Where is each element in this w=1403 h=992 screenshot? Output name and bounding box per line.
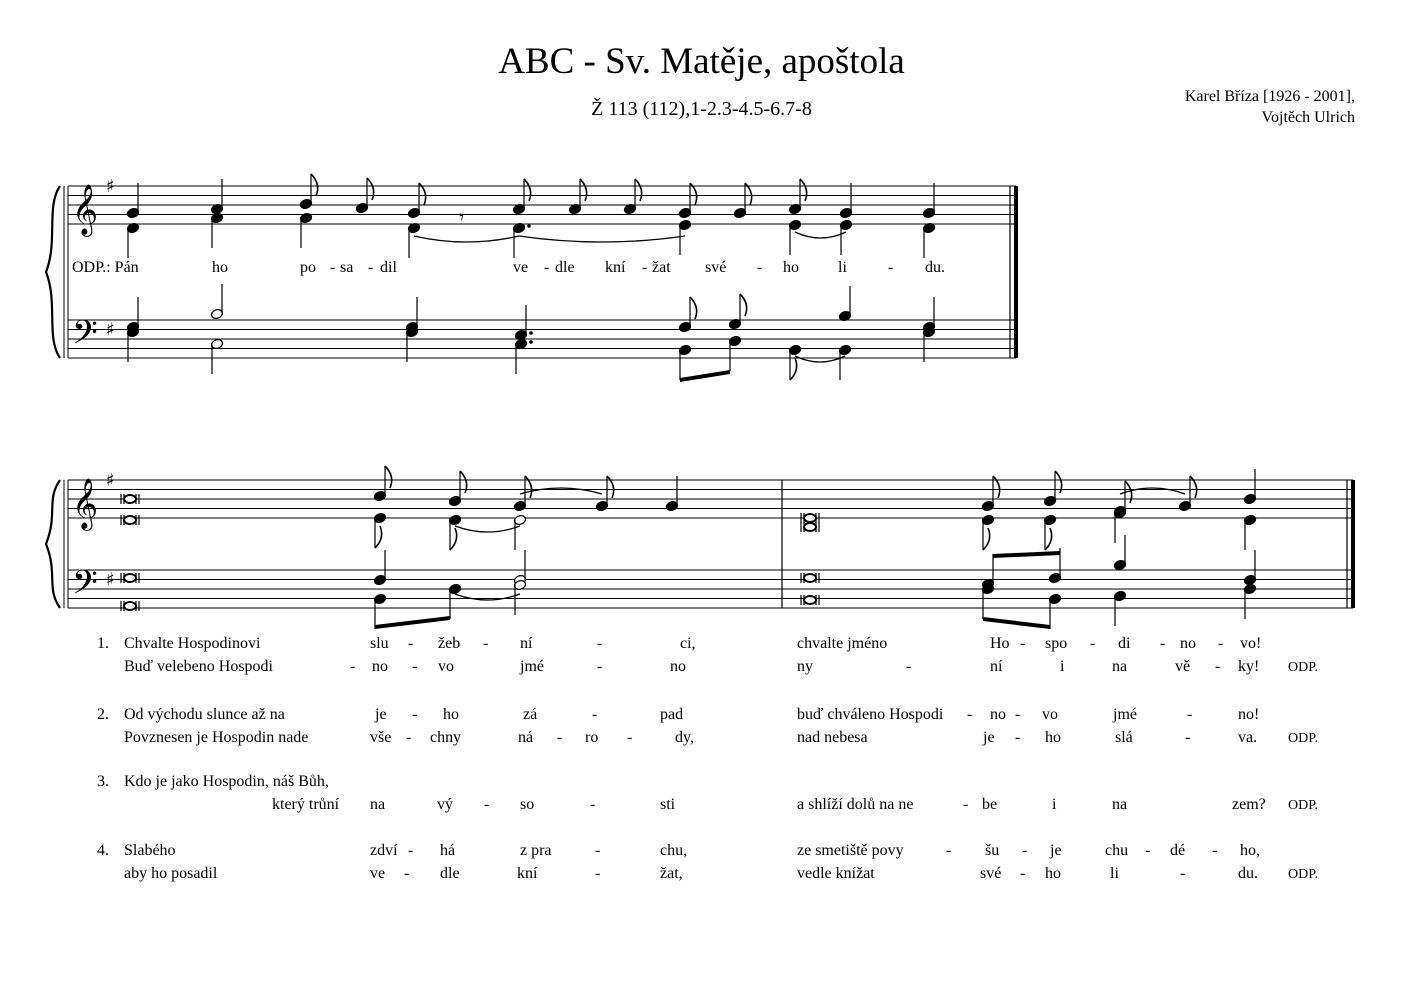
verse-syllable: -	[406, 729, 412, 746]
verse-syllable: -	[1020, 865, 1026, 882]
verse-syllable: na	[370, 796, 386, 813]
beam	[993, 551, 1060, 558]
verse-syllable: vo!	[1240, 635, 1262, 652]
verse-syllable: Povznesen je Hospodin nade	[124, 729, 309, 746]
verse-syllable: -	[404, 865, 410, 882]
verse-syllable: ho,	[1240, 842, 1260, 859]
clefs	[72, 176, 115, 610]
verse-syllable: Slabého	[124, 842, 176, 859]
verse-syllable: i	[1060, 658, 1065, 675]
verse-syllable: -	[1022, 842, 1028, 859]
note-flag	[607, 476, 614, 498]
verse-syllable: ho	[443, 706, 459, 723]
verse-syllable: vo	[438, 658, 454, 675]
verse-syllable: -	[1212, 842, 1218, 859]
verse-syllable: ro	[585, 729, 599, 746]
note-flag	[983, 528, 990, 550]
note-flag	[311, 174, 318, 196]
breve-head	[124, 602, 136, 610]
note-dot	[529, 331, 533, 335]
verse-syllable: va.	[1238, 729, 1258, 746]
response-marker: ODP.	[1288, 660, 1318, 675]
arranger-line: Vojtěch Ulrich	[1261, 109, 1355, 126]
response-syllable: -	[757, 259, 763, 276]
breve-head	[804, 514, 816, 522]
beam	[680, 370, 730, 382]
verse-syllable: kní	[517, 865, 538, 882]
response-syllable: -	[368, 259, 374, 276]
verse-syllable: no	[670, 658, 686, 675]
verse-syllable: z pra	[520, 842, 552, 859]
verse-syllable: -	[408, 635, 414, 652]
verse-syllable: nad nebesa	[797, 729, 868, 746]
verse-syllable: -	[597, 635, 603, 652]
verse-syllable: zdví	[370, 842, 398, 859]
response-syllable: žat	[652, 259, 671, 276]
verse-syllable: žat,	[660, 865, 683, 882]
verse-syllable: so	[520, 796, 535, 813]
verse-syllable: -	[1015, 706, 1021, 723]
response-syllable: li	[838, 259, 847, 276]
response-marker: ODP.	[1288, 867, 1318, 882]
tie	[795, 232, 846, 238]
verse-syllable: -	[627, 729, 633, 746]
response-syllable: ODP.: Pán	[72, 259, 139, 276]
verse-syllable: Ho	[990, 635, 1010, 652]
verse-syllable: -	[483, 635, 489, 652]
note-flag	[993, 476, 1000, 498]
verse-syllable: jmé	[1113, 706, 1137, 723]
verse-syllable: -	[408, 842, 414, 859]
verse-syllable: ze smetiště povy	[797, 842, 904, 859]
response-syllable: du.	[925, 259, 945, 276]
verse-syllable: Buď velebeno Hospodi	[124, 658, 273, 675]
verse-syllable: aby ho posadil	[124, 865, 218, 882]
note-flag	[367, 178, 374, 200]
verse-syllable: -	[484, 796, 490, 813]
verse-syllable: -	[1020, 635, 1026, 652]
note-flag	[790, 358, 797, 380]
note-dot	[527, 224, 531, 228]
response-syllable: -	[642, 259, 648, 276]
verse-syllable: -	[963, 796, 969, 813]
sharp-icon: ♯	[106, 470, 115, 491]
verse-syllable: -	[946, 842, 952, 859]
verse-syllable: -	[1185, 729, 1191, 746]
response-syllable: ho	[783, 259, 799, 276]
verse-syllable: sti	[660, 796, 676, 813]
verse-syllable: slu	[370, 635, 389, 652]
sharp-icon: ♯	[106, 176, 115, 197]
verse-syllable: ny	[797, 658, 813, 675]
note-flag	[375, 526, 382, 548]
verse-syllable: -	[1145, 842, 1151, 859]
response-lyrics	[72, 259, 945, 276]
verse-syllable: no	[372, 658, 388, 675]
sharp-icon: ♯	[106, 319, 115, 341]
verse-syllable: -	[595, 842, 601, 859]
verse-syllable: chu,	[660, 842, 688, 859]
verse-syllable: -	[557, 729, 563, 746]
verse-syllable: -	[1090, 635, 1096, 652]
breve-head	[804, 596, 816, 604]
verse-syllable: ní	[990, 658, 1003, 675]
breve-head	[124, 516, 136, 524]
verse-syllable: Od východu slunce až na	[124, 706, 285, 723]
verse-syllable: há	[440, 842, 456, 859]
verse-syllable: je	[375, 706, 387, 723]
verse-syllable: ve	[370, 865, 386, 882]
verse-syllable: -	[1160, 635, 1166, 652]
verse-syllable: -	[1218, 635, 1224, 652]
response-syllable: kní	[605, 259, 626, 276]
brace-icon	[46, 480, 60, 608]
verse-syllable: di	[1118, 635, 1131, 652]
verse-syllable: ní	[520, 635, 533, 652]
note-flag	[524, 179, 531, 201]
note-flag	[800, 179, 807, 201]
notes	[121, 174, 1257, 629]
verse-syllable: ho	[1045, 729, 1061, 746]
response-syllable: -	[330, 259, 336, 276]
verse-syllable: který trůní	[272, 796, 340, 813]
verse-syllable: své	[980, 865, 1002, 882]
verse-syllable: je	[983, 729, 995, 746]
verse-syllable: no	[990, 706, 1006, 723]
verse-syllable: dy,	[675, 729, 694, 746]
verse-syllable: a shlíží dolů na ne	[797, 796, 914, 813]
verse-syllable: -	[595, 865, 601, 882]
verse-syllable: -	[1015, 729, 1021, 746]
verse-syllable: chu	[1105, 842, 1129, 859]
response-marker: ODP.	[1288, 798, 1318, 813]
verse-syllable: spo	[1045, 635, 1068, 652]
verse-syllable: slá	[1115, 729, 1133, 746]
response-syllable: ve	[513, 259, 529, 276]
tie	[455, 594, 520, 600]
tie	[414, 236, 519, 242]
verse-syllable: dle	[440, 865, 460, 882]
verse-syllable: -	[967, 706, 973, 723]
verse-syllable: -	[1187, 706, 1193, 723]
verse-syllable: dé	[1170, 842, 1186, 859]
beam	[983, 617, 1050, 629]
brace-icon	[46, 186, 60, 358]
note-flag	[450, 528, 457, 550]
response-syllable: po	[300, 259, 316, 276]
verse-syllable: žeb	[438, 635, 461, 652]
verse-syllable: ky!	[1238, 658, 1260, 675]
verse-number: 2.	[97, 706, 109, 723]
verse-syllable: -	[597, 658, 603, 675]
verse-syllable: je	[1050, 842, 1062, 859]
verse-syllable: Kdo je jako Hospodin, náš Bůh,	[124, 773, 329, 790]
response-syllable: dil	[380, 259, 397, 276]
verse-syllable: no!	[1238, 706, 1260, 723]
note-flag	[1190, 476, 1197, 498]
eighth-rest-icon: 𝄾	[459, 205, 465, 229]
bass-clef-icon: 𝄢	[72, 564, 98, 610]
verse-number: 1.	[97, 635, 109, 652]
verse-syllable: ci,	[680, 635, 696, 652]
verse-syllable: Chvalte Hospodinovi	[124, 635, 261, 652]
verse-syllable: ná	[518, 729, 534, 746]
sharp-icon: ♯	[106, 569, 115, 591]
treble-clef-icon: 𝄞	[72, 478, 99, 529]
verse-syllable: buď chváleno Hospodi	[797, 706, 944, 723]
verse-syllable: vše	[370, 729, 392, 746]
verse-number: 4.	[97, 842, 109, 859]
note-flag	[385, 466, 392, 488]
psalm-reference: Ž 113 (112),1-2.3-4.5-6.7-8	[591, 98, 812, 120]
verse-syllable: -	[412, 658, 418, 675]
response-syllable: -	[544, 259, 550, 276]
verse-syllable: du.	[1238, 865, 1258, 882]
note-flag	[580, 179, 587, 201]
verse-syllable: -	[1180, 865, 1186, 882]
verse-syllable: vo	[1042, 706, 1058, 723]
breve-head	[124, 495, 136, 503]
bass-clef-icon: 𝄢	[72, 314, 98, 360]
composer-line: Karel Bříza [1926 - 2001],	[1184, 88, 1355, 105]
response-marker: ODP.	[1288, 731, 1318, 746]
beam	[375, 616, 450, 629]
verse-syllable: ho	[1045, 865, 1061, 882]
verse-syllable: na	[1112, 796, 1128, 813]
verse-syllable: vě	[1175, 658, 1191, 675]
note-flag	[635, 179, 642, 201]
breve-head	[124, 574, 136, 582]
breve-head	[804, 574, 816, 582]
tie	[795, 356, 845, 362]
verse-syllable: -	[350, 658, 356, 675]
verse-syllable: šu	[985, 842, 1000, 859]
staff-lines	[46, 186, 1353, 608]
verse-syllable: pad	[660, 706, 684, 723]
verse-syllable: -	[590, 796, 596, 813]
response-syllable: ho	[212, 259, 228, 276]
note-flag	[740, 294, 747, 316]
note-flag	[690, 297, 697, 319]
breve-head	[804, 523, 816, 531]
note-flag	[525, 476, 532, 498]
verse-syllable: li	[1110, 865, 1119, 882]
verse-syllable: -	[592, 706, 598, 723]
note-dot	[529, 340, 533, 344]
verse-syllable: -	[906, 658, 912, 675]
verse-syllable: na	[1112, 658, 1128, 675]
treble-clef-icon: 𝄞	[72, 184, 99, 235]
verse-syllable: zá	[523, 706, 538, 723]
note-flag	[1045, 528, 1052, 550]
verse-syllable: chvalte jméno	[797, 635, 888, 652]
verse-syllable: vedle knížat	[797, 865, 875, 882]
response-syllable: -	[888, 259, 894, 276]
verse-syllable: be	[982, 796, 998, 813]
verse-syllable: zem?	[1232, 796, 1266, 813]
verse-syllable: vý	[437, 796, 453, 813]
verse-syllable: jmé	[520, 658, 544, 675]
verse-syllable: i	[1052, 796, 1057, 813]
response-syllable: dle	[555, 259, 575, 276]
response-syllable: sa	[340, 259, 354, 276]
verse-syllable: -	[412, 706, 418, 723]
verse-number: 3.	[97, 773, 109, 790]
verse-syllable: no	[1180, 635, 1196, 652]
verse-syllable: -	[1215, 658, 1221, 675]
tie	[519, 236, 685, 242]
tie	[455, 526, 520, 532]
response-syllable: své	[705, 259, 727, 276]
verse-syllable: chny	[430, 729, 462, 746]
page-title: ABC - Sv. Matěje, apoštola	[498, 41, 905, 82]
